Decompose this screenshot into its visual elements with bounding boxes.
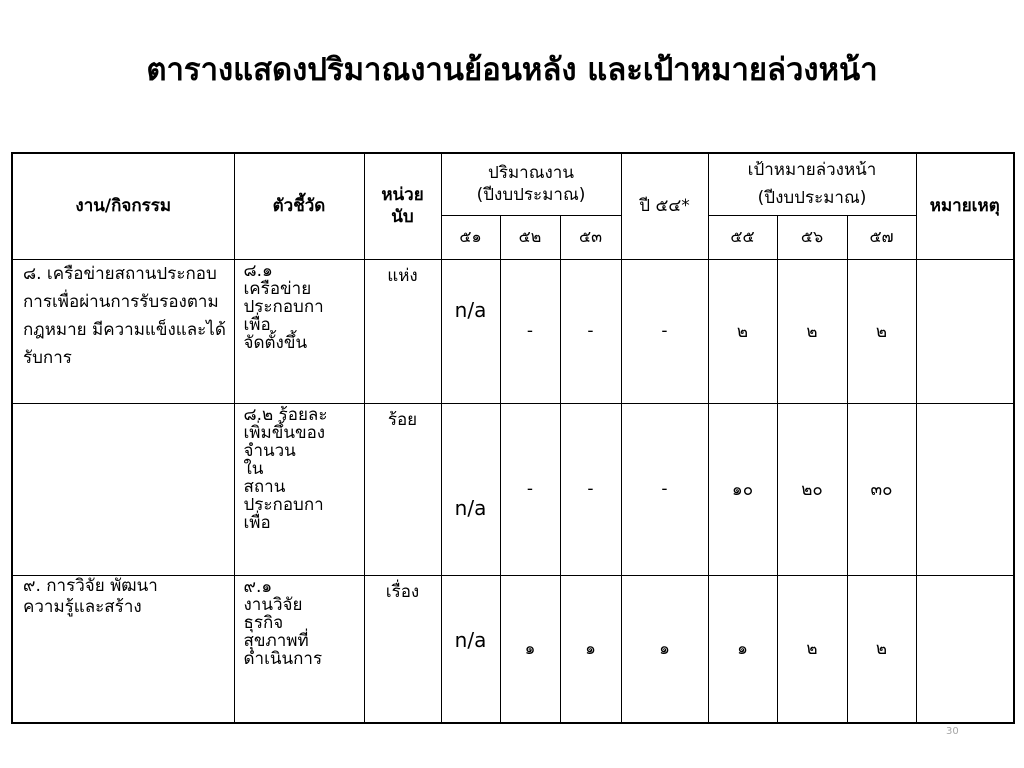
future-56-cell: ๒๐ [777, 403, 847, 575]
header-unit: หน่วยนับ [364, 153, 441, 259]
future-57-cell: ๓๐ [847, 403, 916, 575]
indicator-cell: ๘.๒ ร้อยละ เพิ่มขึ้นของ จำนวน ใน สถาน ประกอบกา เพื่อ [234, 403, 364, 575]
header-year-57: ๕๗ [847, 215, 916, 259]
header-indicator: ตัวชี้วัด [234, 153, 364, 259]
year-54-cell: ๑ [621, 575, 708, 723]
table-row [12, 575, 1014, 723]
past-51-cell: n/a [441, 259, 500, 403]
remark-cell [916, 259, 1014, 403]
past-51-cell: n/a [441, 403, 500, 575]
table-row [12, 403, 1014, 575]
header-future-target: เป้าหมายล่วงหน้า (ปีงบประมาณ) [708, 153, 916, 215]
remark-cell [916, 575, 1014, 723]
past-53-cell: - [560, 403, 621, 575]
header-year-53: ๕๓ [560, 215, 621, 259]
task-cell: ๘. เครือข่ายสถานประกอบการเพื่อผ่านการรับรองตามกฎหมาย มีความแข็งและได้รับการ [12, 259, 234, 403]
unit-cell: ร้อย [364, 403, 441, 575]
past-52-cell: - [500, 403, 560, 575]
header-year-52: ๕๒ [500, 215, 560, 259]
header-year-54: ปี ๕๔* [621, 153, 708, 259]
indicator-cell: ๘.๑ เครือข่าย ประกอบกา เพื่อ จัดตั้งขึ้น [234, 259, 364, 403]
past-51-cell: n/a [441, 575, 500, 723]
page-number: 30 [946, 726, 959, 737]
year-54-cell: - [621, 259, 708, 403]
task-cell [12, 403, 234, 575]
unit-cell: เรื่อง [364, 575, 441, 723]
past-53-cell: - [560, 259, 621, 403]
header-year-55: ๕๕ [708, 215, 777, 259]
header-year-51: ๕๑ [441, 215, 500, 259]
header-remark: หมายเหตุ [916, 153, 1014, 259]
header-past-volume: ปริมาณงาน (ปีงบประมาณ) [441, 153, 621, 215]
future-57-cell: ๒ [847, 575, 916, 723]
future-57-cell: ๒ [847, 259, 916, 403]
indicator-cell: ๙.๑ งานวิจัย ธุรกิจ สุขภาพที่ ดำเนินการ [234, 575, 364, 723]
slide-title: ตารางแสดงปริมาณงานย้อนหลัง และเป้าหมายล่วงหน้า [146, 52, 878, 88]
future-56-cell: ๒ [777, 575, 847, 723]
task-cell: ๙. การวิจัย พัฒนา ความรู้และสร้าง [12, 575, 234, 723]
header-year-56: ๕๖ [777, 215, 847, 259]
future-55-cell: ๑ [708, 575, 777, 723]
volume-target-table [11, 152, 1015, 724]
future-55-cell: ๒ [708, 259, 777, 403]
past-52-cell: ๑ [500, 575, 560, 723]
header-row [12, 153, 1014, 215]
future-55-cell: ๑๐ [708, 403, 777, 575]
unit-cell: แห่ง [364, 259, 441, 403]
remark-cell [916, 403, 1014, 575]
past-52-cell: - [500, 259, 560, 403]
past-53-cell: ๑ [560, 575, 621, 723]
table-row [12, 259, 1014, 403]
header-task: งาน/กิจกรรม [12, 153, 234, 259]
future-56-cell: ๒ [777, 259, 847, 403]
year-54-cell: - [621, 403, 708, 575]
